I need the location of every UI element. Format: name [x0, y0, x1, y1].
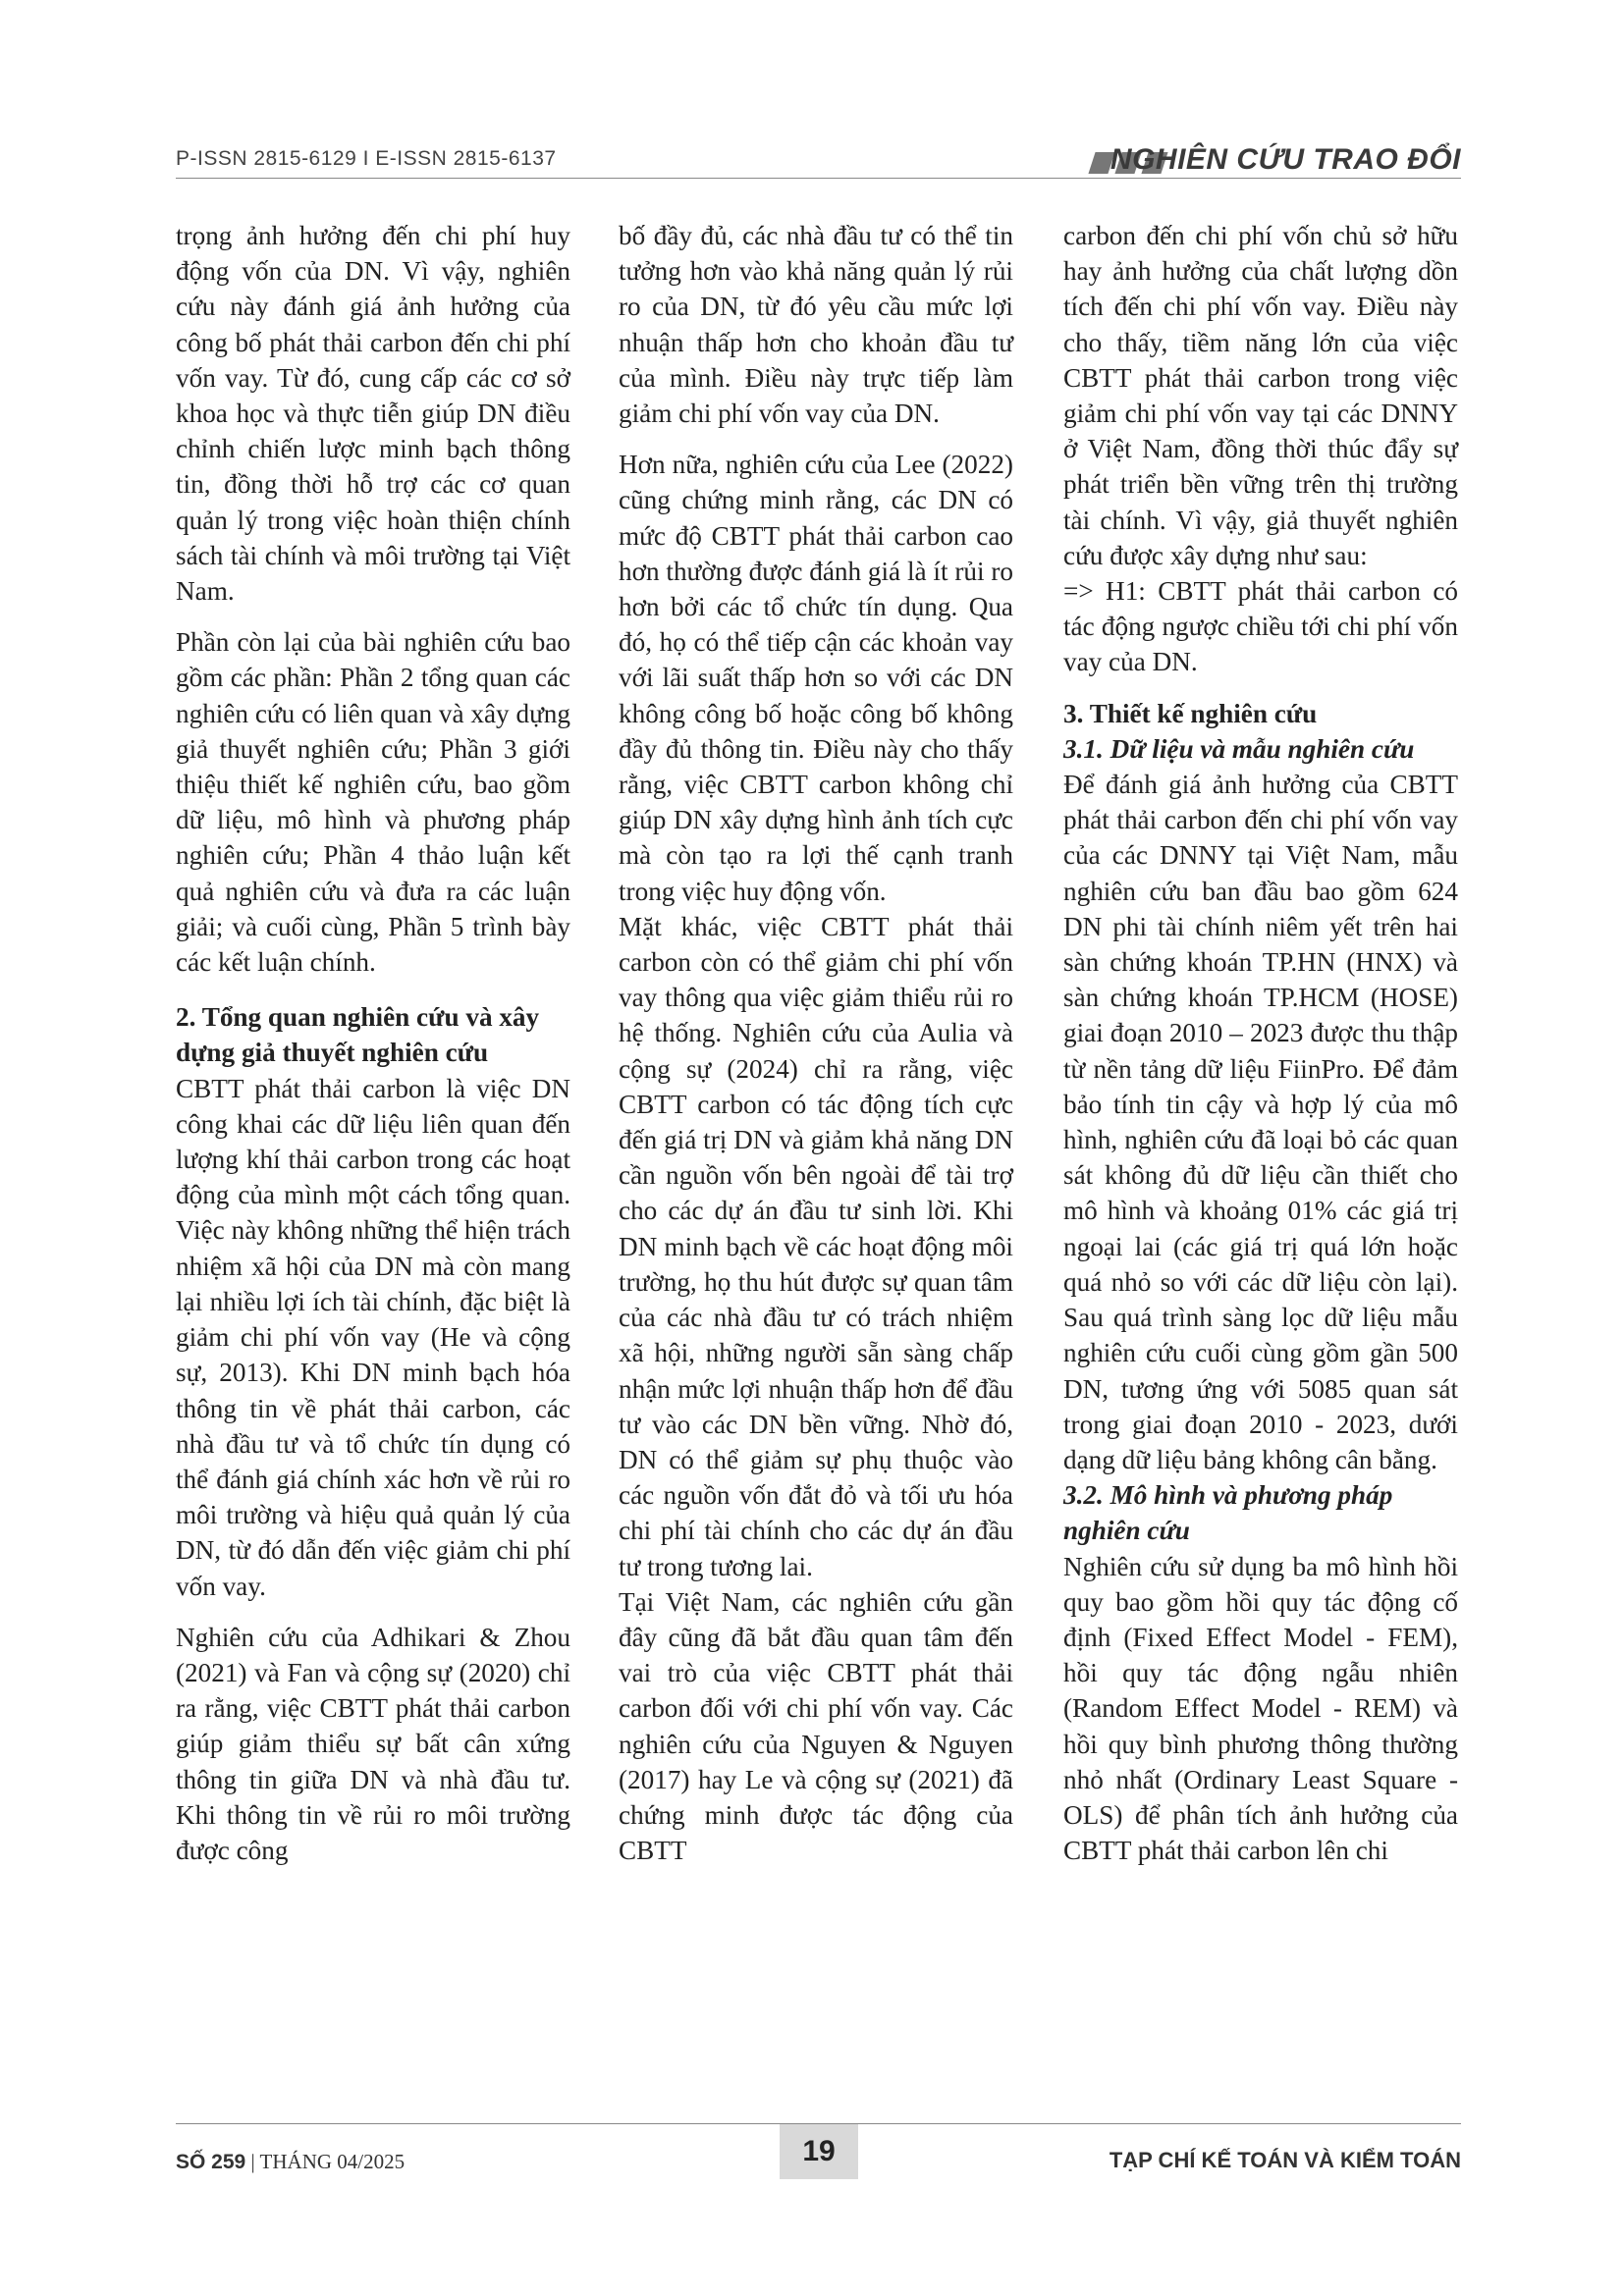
paragraph: bố đầy đủ, các nhà đầu tư có thể tin tưởng hơn vào khả năng quản lý rủi ro của DN, từ đó yêu cầu mức lợi nhuận thấp hơn cho khoản đầu tư của mình. Điều này trực tiếp làm giảm chi phí vốn vay của DN.	[619, 221, 1013, 429]
text-column-3	[1063, 218, 1458, 1868]
issue-number: SỐ 259	[176, 2151, 246, 2173]
paragraph: Mặt khác, việc CBTT phát thải carbon còn có thể giảm chi phí vốn vay thông qua việc giảm thiểu rủi ro hệ thống. Nghiên cứu của Aulia và cộng sự (2024) chỉ ra rằng, việc CBTT carbon có tác động tích cực đến giá trị DN và giảm khả năng DN cần nguồn vốn bên ngoài để tài trợ cho các dự án đầu tư sinh lời. Khi DN minh bạch về các hoạt động môi trường, họ thu hút được sự quan tâm của các nhà đầu tư có trách nhiệm xã hội, những người sẵn sàng chấp nhận mức lợi nhuận thấp hơn để đầu tư vào các DN bền vững. Nhờ đó, DN có thể giảm sự phụ thuộc vào các nguồn vốn đắt đỏ và tối ưu hóa chi phí tài chính cho các dự án đầu tư trong tương lai.	[619, 911, 1013, 1581]
paragraph: Để đánh giá ảnh hưởng của CBTT phát thải carbon đến chi phí vốn vay của các DNNY tại Việt Nam, mẫu nghiên cứu ban đầu bao gồm 624 DN phi tài chính niêm yết trên hai sàn chứng khoán TP.HN (HNX) và sàn chứng khoán TP.HCM (HOSE) giai đoạn 2010 – 2023 được thu thập từ nền tảng dữ liệu FiinPro. Để đảm bảo tính tin cậy và hợp lý của mô hình, nghiên cứu đã loại bỏ các quan sát không đủ dữ liệu cần thiết cho mô hình và khoảng 01% các giá trị ngoại lai (các giá trị quá lớn hoặc quá nhỏ so với các dữ liệu còn lại). Sau quá trình sàng lọc dữ liệu mẫu nghiên cứu cuối cùng gồm gần 500 DN, tương ứng với 5085 quan sát trong giai đoạn 2010 - 2023, dưới dạng dữ liệu bảng không cân bằng.	[1063, 770, 1458, 1474]
subsection-heading: 3.2. Mô hình và phương pháp nghiên cứu	[1063, 1480, 1393, 1546]
issn-line: P-ISSN 2815-6129 I E-ISSN 2815-6137	[176, 147, 557, 170]
header-divider	[176, 178, 1461, 179]
text-column-1	[176, 218, 570, 1884]
page-number: 19	[780, 2124, 858, 2179]
issue-info	[176, 2150, 405, 2174]
paragraph: Hơn nữa, nghiên cứu của Lee (2022) cũng chứng minh rằng, các DN có mức độ CBTT phát thải carbon cao hơn thường được đánh giá là ít rủi ro hơn bởi các tổ chức tín dụng. Qua đó, họ có thể tiếp cận các khoản vay với lãi suất thấp hơn so với các DN không công bố hoặc công bố không đầy đủ thông tin. Điều này cho thấy rằng, việc CBTT carbon không chỉ giúp DN xây dựng hình ảnh tích cực mà còn tạo ra lợi thế cạnh tranh trong việc huy động vốn.	[619, 450, 1013, 906]
paragraph: Nghiên cứu sử dụng ba mô hình hồi quy bao gồm hồi quy tác động cố định (Fixed Effect Model - FEM), hồi quy tác động ngẫu nhiên (Random Effect Model - REM) và hồi quy bình phương thông thường nhỏ nhất (Ordinary Least Square - OLS) để phân tích ảnh hưởng của CBTT phát thải carbon lên chi	[1063, 1551, 1458, 1866]
paragraph: Phần còn lại của bài nghiên cứu bao gồm các phần: Phần 2 tổng quan các nghiên cứu có liên quan và xây dựng giả thuyết nghiên cứu; Phần 3 giới thiệu thiết kế nghiên cứu, bao gồm dữ liệu, mô hình và phương pháp nghiên cứu; Phần 4 thảo luận kết quả nghiên cứu và đưa ra các luận giải; và cuối cùng, Phần 5 trình bày các kết luận chính.	[176, 627, 570, 978]
subsection-heading: 3.1. Dữ liệu và mẫu nghiên cứu	[1063, 733, 1415, 764]
section-title: NGHIÊN CỨU TRAO ĐỔI	[1110, 143, 1461, 176]
hypothesis: => H1: CBTT phát thải carbon có tác động ngược chiều tới chi phí vốn vay của DN.	[1063, 576, 1458, 677]
journal-name: TẠP CHÍ KẾ TOÁN VÀ KIỂM TOÁN	[1109, 2148, 1461, 2172]
text-column-2	[619, 218, 1013, 1868]
section-heading: 2. Tổng quan nghiên cứu và xây dựng giả thuyết nghiên cứu	[176, 1002, 540, 1068]
paragraph: Tại Việt Nam, các nghiên cứu gần đây cũng đã bắt đầu quan tâm đến vai trò của việc CBTT phát thải carbon đối với chi phí vốn vay. Các nghiên cứu của Nguyen & Nguyen (2017) hay Le và cộng sự (2021) đã chứng minh được tác động của CBTT	[619, 1586, 1013, 1866]
paragraph: CBTT phát thải carbon là việc DN công khai các dữ liệu liên quan đến lượng khí thải carbon trong các hoạt động của mình một cách tổng quan. Việc này không những thể hiện trách nhiệm xã hội của DN mà còn mang lại nhiều lợi ích tài chính, đặc biệt là giảm chi phí vốn vay (He và cộng sự, 2013). Khi DN minh bạch hóa thông tin về phát thải carbon, các nhà đầu tư và tổ chức tín dụng có thể đánh giá chính xác hơn về rủi ro môi trường và hiệu quả quản lý của DN, từ đó dẫn đến việc giảm chi phí vốn vay.	[176, 1073, 570, 1601]
section-heading: 3. Thiết kế nghiên cứu	[1063, 698, 1318, 728]
paragraph: trọng ảnh hưởng đến chi phí huy động vốn của DN. Vì vậy, nghiên cứu này đánh giá ảnh hưởng của công bố phát thải carbon đến chi phí vốn vay. Từ đó, cung cấp các cơ sở khoa học và thực tiễn giúp DN điều chỉnh chiến lược minh bạch thông tin, đồng thời hỗ trợ các cơ quan quản lý trong việc hoàn thiện chính sách tài chính và môi trường tại Việt Nam.	[176, 221, 570, 607]
paragraph: Nghiên cứu của Adhikari & Zhou (2021) và Fan và cộng sự (2020) chỉ ra rằng, việc CBTT phát thải carbon giúp giảm thiểu sự bất cân xứng thông tin giữa DN và nhà đầu tư. Khi thông tin về rủi ro môi trường được công	[176, 1622, 570, 1865]
paragraph: carbon đến chi phí vốn chủ sở hữu hay ảnh hưởng của chất lượng dồn tích đến chi phí vốn vay. Điều này cho thấy, tiềm năng lớn của việc CBTT phát thải carbon trong việc giảm chi phí vốn vay tại các DNNY ở Việt Nam, đồng thời thúc đẩy sự phát triển bền vững trên thị trường tài chính. Vì vậy, giả thuyết nghiên cứu được xây dựng như sau:	[1063, 221, 1458, 570]
issue-month: | THÁNG 04/2025	[250, 2150, 406, 2173]
